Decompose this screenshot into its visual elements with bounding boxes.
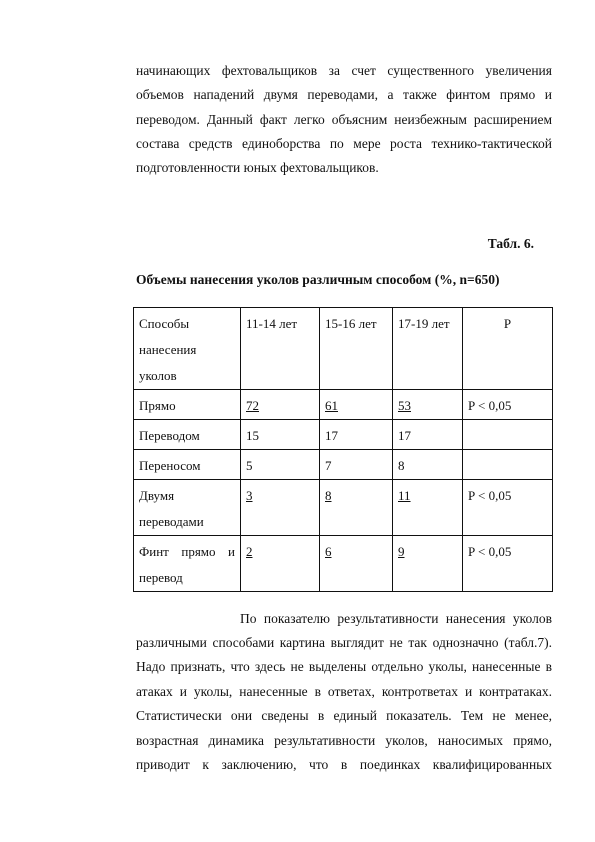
cell-value bbox=[320, 536, 393, 592]
row-method bbox=[134, 536, 241, 592]
cell-value-text: 9 bbox=[398, 544, 405, 559]
header-age-17-19: 17-19 лет bbox=[393, 308, 463, 390]
cell-value: 17 bbox=[320, 420, 393, 450]
cell-p: P < 0,05 bbox=[463, 480, 553, 536]
table-row bbox=[134, 420, 553, 450]
text-line: Надо признать, что здесь не выделены отдельно уколы, нанесенные в bbox=[136, 659, 552, 674]
text-line: объемов нападений двумя переводами, а также финтом прямо и bbox=[136, 87, 552, 102]
row-method: Прямо bbox=[134, 390, 241, 420]
cell-value-text: 11 bbox=[398, 488, 411, 503]
cell-value bbox=[241, 480, 320, 536]
text-line: начинающих фехтовальщиков за счет существенного увеличения bbox=[136, 63, 552, 78]
cell-value-text: 72 bbox=[246, 398, 259, 413]
row-method: Переносом bbox=[134, 450, 241, 480]
header-p: P bbox=[463, 308, 553, 390]
cell-value-text: 8 bbox=[325, 488, 332, 503]
header-age-11-14: 11-14 лет bbox=[241, 308, 320, 390]
cell-value-text: 2 bbox=[246, 544, 253, 559]
header-method-line: Способы bbox=[139, 316, 190, 331]
cell-value: 15 bbox=[241, 420, 320, 450]
cell-value: 5 bbox=[241, 450, 320, 480]
cell-value bbox=[393, 480, 463, 536]
row-method-line: Финт прямо и bbox=[139, 544, 235, 559]
row-method-line: Двумя bbox=[139, 488, 175, 503]
data-table bbox=[133, 307, 553, 592]
cell-value-text: 3 bbox=[246, 488, 253, 503]
cell-p bbox=[463, 450, 553, 480]
cell-value-text: 53 bbox=[398, 398, 411, 413]
text-line: приводит к заключению, что в поединках квалифицированных bbox=[136, 757, 552, 772]
text-line: подготовленности юных фехтовальщиков. bbox=[136, 160, 379, 175]
table-number: Табл. 6. bbox=[487, 236, 534, 251]
text-line: атаках и уколы, нанесенные в ответах, контрответах и контратаках. bbox=[136, 684, 552, 699]
header-method-line: уколов bbox=[139, 368, 177, 383]
text-line: Статистически они сведены в единый показатель. Тем не менее, bbox=[136, 708, 552, 723]
cell-p: P < 0,05 bbox=[463, 390, 553, 420]
cell-value-text: 6 bbox=[325, 544, 332, 559]
table-title: Объемы нанесения уколов различным способом (%, n=650) bbox=[136, 272, 500, 287]
table-row bbox=[134, 450, 553, 480]
table-row bbox=[134, 480, 553, 536]
row-method-line: переводами bbox=[139, 514, 204, 529]
table-row bbox=[134, 536, 553, 592]
cell-value: 17 bbox=[393, 420, 463, 450]
cell-p bbox=[463, 420, 553, 450]
cell-value bbox=[241, 390, 320, 420]
cell-value: 8 bbox=[393, 450, 463, 480]
cell-value bbox=[393, 536, 463, 592]
cell-p: P < 0,05 bbox=[463, 536, 553, 592]
text-line: различными способами картина выглядит не так однозначно (табл.7). bbox=[136, 635, 552, 650]
row-method: Переводом bbox=[134, 420, 241, 450]
cell-value bbox=[241, 536, 320, 592]
header-method-line: нанесения bbox=[139, 342, 197, 357]
row-method-line: перевод bbox=[139, 570, 183, 585]
cell-value bbox=[393, 390, 463, 420]
text-line: возрастная динамика результативности уколов, наносимых прямо, bbox=[136, 733, 552, 748]
header-age-15-16: 15-16 лет bbox=[320, 308, 393, 390]
text-line: По показателю результативности нанесения уколов bbox=[240, 611, 552, 626]
header-method bbox=[134, 308, 241, 390]
cell-value: 7 bbox=[320, 450, 393, 480]
table-header-row bbox=[134, 308, 553, 390]
cell-value-text: 61 bbox=[325, 398, 338, 413]
table-row bbox=[134, 390, 553, 420]
text-line: состава средств единоборства по мере роста технико-тактической bbox=[136, 136, 552, 151]
row-method bbox=[134, 480, 241, 536]
cell-value bbox=[320, 480, 393, 536]
cell-value bbox=[320, 390, 393, 420]
text-line: переводом. Данный факт легко объясним неизбежным расширением bbox=[136, 112, 552, 127]
